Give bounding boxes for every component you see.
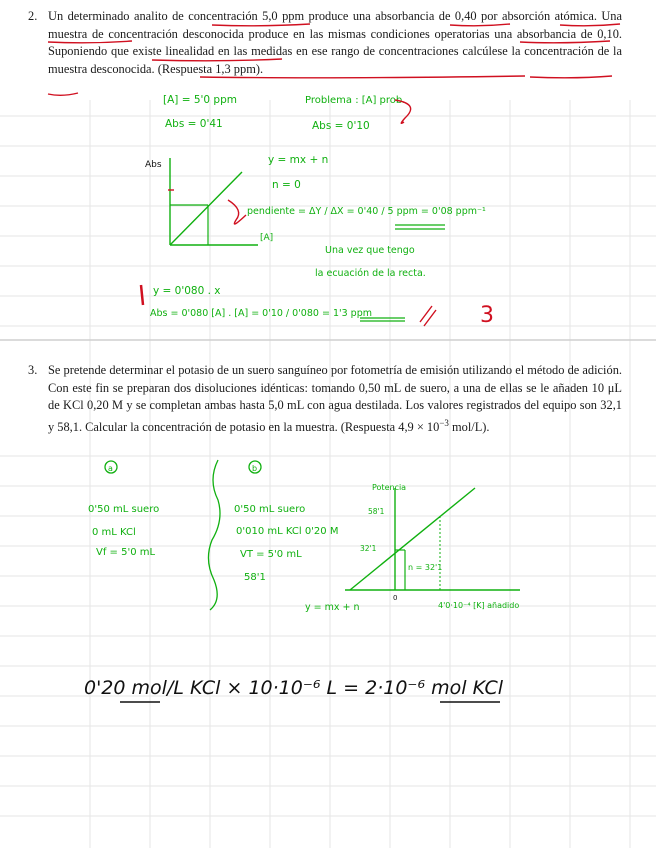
hw-y-581: 58'1 — [368, 507, 385, 516]
hw-circle-a: a — [108, 464, 113, 473]
problem-3-exponent: −3 — [439, 417, 449, 428]
hw-pendiente: pendiente = ΔY / ΔX = 0'40 / 5 ppm = 0'08 ppm⁻¹ — [247, 206, 486, 217]
problem-3-number: 3. — [28, 363, 38, 377]
hw-eq-final: y = 0'080 . x — [153, 285, 221, 297]
hw-a-line1: 0'50 mL suero — [88, 504, 160, 515]
red-underlines — [48, 24, 620, 95]
hw-b-line4: 58'1 — [244, 572, 266, 583]
problem-3-text-a: Se pretende determinar el potasio de un suero sanguíneo por fotometría de emisión utilizando el método de adición. Con este fin se preparan dos disoluciones idénticas: tomando 0,50 mL de suero, a una de ellas se le añaden 10 — [48, 363, 622, 395]
hw-n-label: n = 32'1 — [408, 563, 443, 572]
hw-y-321: 32'1 — [360, 544, 377, 553]
hw-abs-problem: Abs = 0'10 — [312, 120, 370, 132]
hw-x-zero: 0 — [393, 594, 398, 602]
brace-icon — [208, 460, 220, 610]
addition-graph — [345, 488, 520, 590]
hw-abs-final: Abs = 0'080 [A] . [A] = 0'10 / 0'080 = 1'3 ppm — [150, 308, 372, 319]
hw-calc: 0'20 mol/L KCl × 10·10⁻⁶ L = 2·10⁻⁶ mol KCl — [84, 677, 504, 699]
problem-3-text-c: mol/L). — [448, 419, 490, 434]
hw-axis-y: Abs — [145, 160, 162, 170]
hw-n-zero: n = 0 — [272, 179, 301, 191]
hw-b-line3: VT = 5'0 mL — [240, 549, 302, 560]
hw-problem-label: Problema : [A] prob. — [305, 95, 406, 106]
red-mark-icon — [141, 285, 143, 305]
hw-a-line3: Vf = 5'0 mL — [96, 547, 156, 558]
hw-b-line1: 0'50 mL suero — [234, 504, 306, 515]
hw-b-line2: 0'010 mL KCl 0'20 M — [236, 526, 339, 537]
hw-eq-line: y = mx + n — [268, 154, 329, 166]
hw-a-line2: 0 mL KCl — [92, 527, 136, 538]
hw-circle-b: b — [252, 464, 258, 473]
hw-note-1: Una vez que tengo — [325, 245, 415, 256]
problem-2-text: Un determinado analito de concentración 5,0 ppm produce una absorbancia de 0,40 por absorción atómica. Una muestra de concentración desconocida produce en las mismas condiciones operatorias una absorbancia de 0,10. Suponiendo que existe linealidad en las medidas en ese rango de concentraciones calcúlese la concentración de la muestra desconocida. (Respuesta 1,3 ppm). — [48, 9, 622, 76]
hw-score: 3 — [480, 303, 494, 328]
hw-abs-value: Abs = 0'41 — [165, 118, 223, 130]
hw-axis-x: [A] — [260, 233, 274, 243]
hw-ca-value: [A] = 5'0 ppm — [163, 94, 237, 106]
problem-2-number: 2. — [28, 9, 38, 23]
hw-eq3: y = mx + n — [305, 602, 360, 613]
calibration-graph — [168, 158, 258, 245]
hw-x-label: 4'0·10⁻⁴ [K] añadido — [438, 601, 520, 610]
mu-symbol: μ — [607, 380, 615, 395]
hw-note-2: la ecuación de la recta. — [315, 268, 426, 279]
hw-axis-y3: Potencia — [372, 483, 407, 492]
problem-3-text-b: L de KCl 0,20 M y se completan ambas hasta 5,0 mL con agua destilada. Los valores registrados del equipo son 32,1 y 58,1. Calcular la concentración de potasio en la muestra. (Respuesta 4,9 × 10 — [48, 380, 622, 434]
